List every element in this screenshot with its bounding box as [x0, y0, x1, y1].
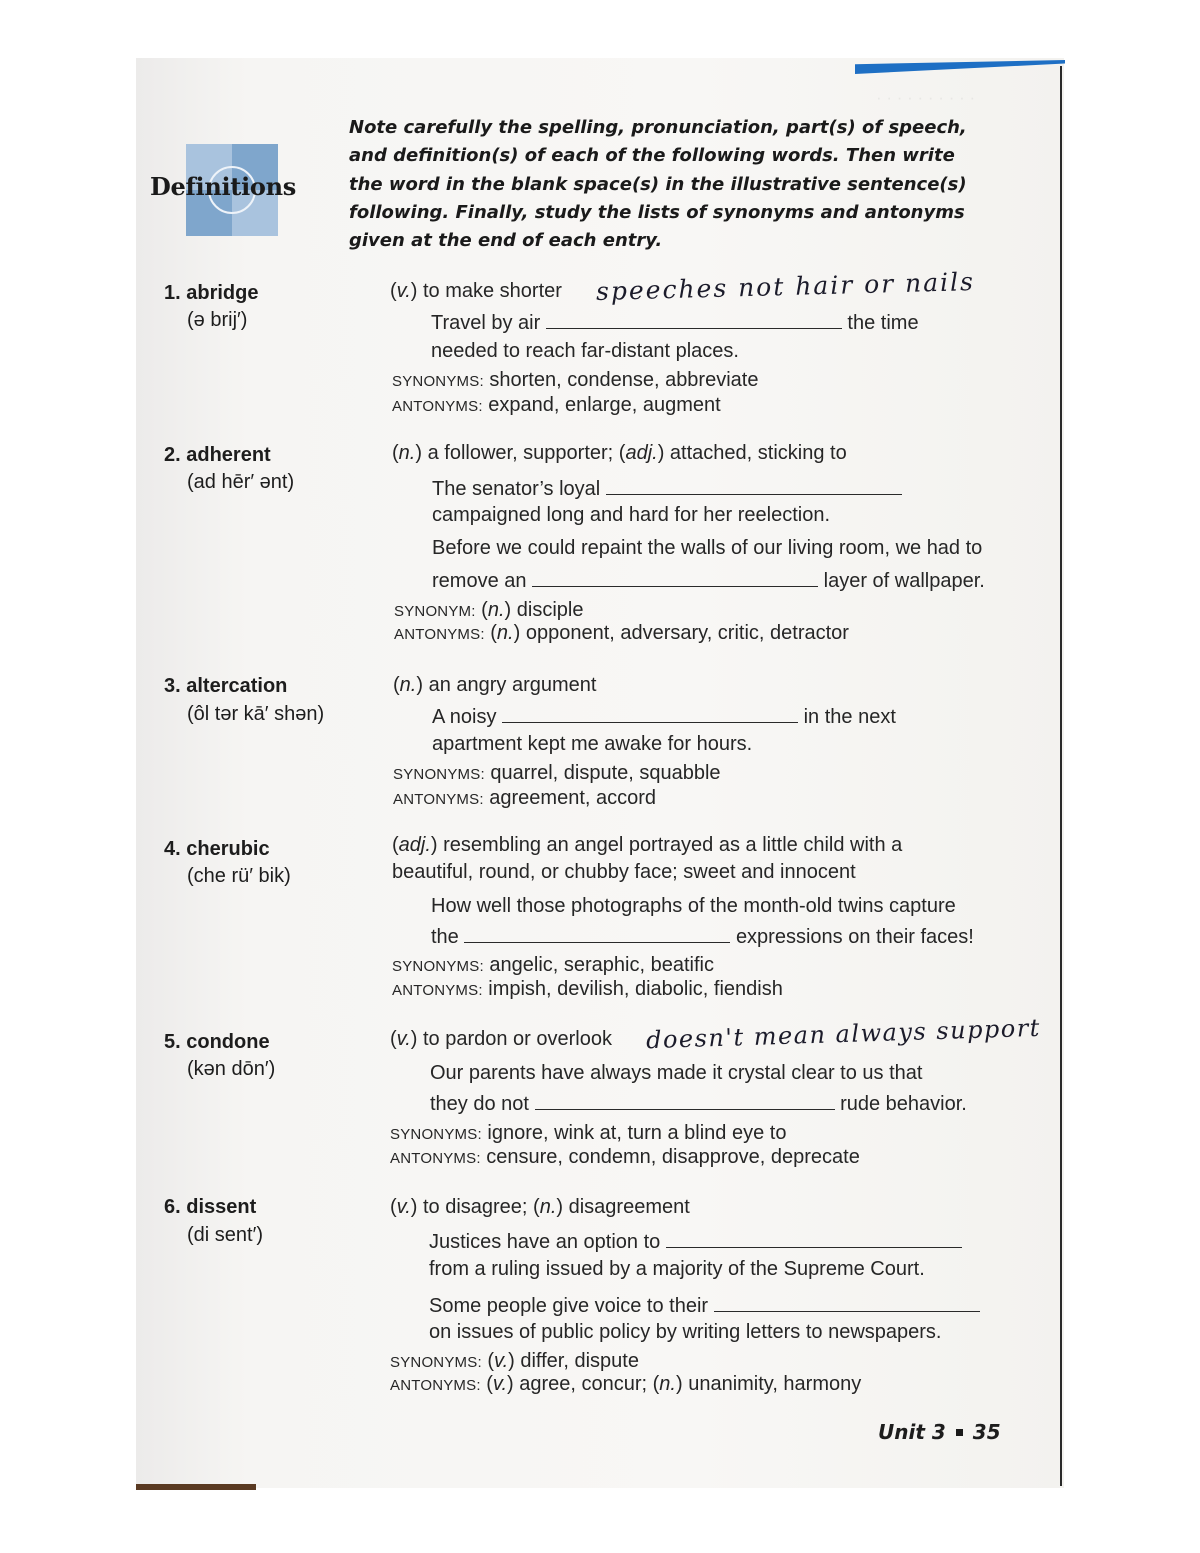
- entry-definition-line: beautiful, round, or chubby face; sweet and innocent: [392, 861, 856, 883]
- example-sentence-line: from a ruling issued by a majority of the Supreme Court.: [429, 1258, 925, 1280]
- answer-blank[interactable]: [714, 1295, 980, 1312]
- entry-word: 5. condone: [164, 1031, 270, 1053]
- example-sentence: Some people give voice to their: [429, 1295, 980, 1318]
- answer-blank[interactable]: [502, 706, 798, 723]
- entry-pronunciation: (che rü′ bik): [187, 865, 291, 887]
- entry-pronunciation: (ad hēr′ ənt): [187, 471, 295, 493]
- example-sentence: The senator’s loyal: [432, 478, 902, 501]
- instructions: Note carefully the spelling, pronunciation, part(s) of speech, and definition(s) of each of the following words. Then write the word in the blank space(s) in the illustrative sentence(s) following. Finally, study the lists of synonyms and antonyms given at the end of each entry.: [349, 117, 967, 252]
- example-sentence-line: they do not rude behavior.: [430, 1093, 967, 1115]
- bleed-through-text: · · · · · · · · · ·: [876, 88, 976, 107]
- antonyms-line: ANTONYMS: censure, condemn, disapprove, deprecate: [390, 1146, 860, 1168]
- entry-definition: (n.) a follower, supporter; (adj.) attached, sticking to: [392, 442, 847, 464]
- entry-word: 2. adherent: [164, 444, 271, 466]
- antonyms-line: ANTONYMS: (v.) agree, concur; (n.) unanimity, harmony: [390, 1373, 862, 1395]
- example-sentence-line: the expressions on their faces!: [431, 926, 974, 948]
- entry-definition: (v.) to disagree; (n.) disagreement: [390, 1196, 690, 1218]
- example-sentence: Travel by air the time: [431, 312, 919, 334]
- bullet-square-icon: [956, 1429, 963, 1436]
- example-sentence: How well those photographs of the month-old twins capture: [431, 895, 956, 917]
- entry-pronunciation: (kən dōn′): [187, 1058, 276, 1080]
- example-sentence: Before we could repaint the walls of our living room, we had to: [432, 537, 983, 559]
- example-sentence-line: needed to reach far-distant places.: [431, 340, 739, 362]
- antonyms-line: ANTONYMS: (n.) opponent, adversary, critic, detractor: [394, 622, 849, 644]
- entry-pronunciation: (ôl tər kā′ shən): [187, 703, 325, 725]
- synonyms-line: SYNONYMS: shorten, condense, abbreviate: [392, 369, 759, 391]
- page-footer: [878, 1420, 1001, 1444]
- example-sentence-line: apartment kept me awake for hours.: [432, 733, 753, 755]
- answer-blank[interactable]: [532, 570, 818, 587]
- synonyms-line: SYNONYMS: quarrel, dispute, squabble: [393, 762, 721, 784]
- synonyms-line: SYNONYMS: ignore, wink at, turn a blind eye to: [390, 1122, 787, 1144]
- answer-blank[interactable]: [666, 1231, 962, 1248]
- entry-pronunciation: (di sent′): [187, 1224, 263, 1246]
- handwritten-note: speeches not hair or nails: [595, 267, 976, 306]
- example-sentence: Justices have an option to: [429, 1231, 962, 1254]
- handwritten-note: doesn't mean always support: [645, 1013, 1042, 1055]
- example-sentence-line: remove an layer of wallpaper.: [432, 570, 985, 592]
- section-title: Definitions: [150, 172, 296, 201]
- antonyms-line: ANTONYMS: agreement, accord: [393, 787, 657, 809]
- entry-word: 4. cherubic: [164, 838, 270, 860]
- unit-label: Unit 3: [878, 1420, 946, 1444]
- synonym-line: SYNONYM: (n.) disciple: [394, 599, 584, 621]
- example-sentence: A noisy in the next: [432, 706, 896, 728]
- antonyms-line: ANTONYMS: impish, devilish, diabolic, fiendish: [392, 978, 783, 1000]
- entry-pronunciation: (ə brij′): [187, 309, 248, 331]
- entry-word: 3. altercation: [164, 675, 288, 697]
- answer-blank[interactable]: [546, 312, 842, 329]
- answer-blank[interactable]: [606, 478, 902, 495]
- entry-definition: (v.) to pardon or overlook: [390, 1028, 612, 1050]
- page-edge-line: [1060, 66, 1062, 1486]
- entry-word: 1. abridge: [164, 282, 259, 304]
- page-number: 35: [972, 1420, 1001, 1444]
- answer-blank[interactable]: [535, 1093, 835, 1110]
- page-corner-strip: [136, 1484, 256, 1490]
- entry-definition: (n.) an angry argument: [393, 674, 597, 696]
- entry-word: 6. dissent: [164, 1196, 257, 1218]
- example-sentence: Our parents have always made it crystal clear to us that: [430, 1062, 923, 1084]
- synonyms-line: SYNONYMS: (v.) differ, dispute: [390, 1350, 639, 1372]
- example-sentence-line: on issues of public policy by writing letters to newspapers.: [429, 1321, 942, 1343]
- synonyms-line: SYNONYMS: angelic, seraphic, beatific: [392, 954, 714, 976]
- entry-definition: (v.) to make shorter: [390, 280, 562, 302]
- antonyms-line: ANTONYMS: expand, enlarge, augment: [392, 394, 721, 416]
- entry-definition: (adj.) resembling an angel portrayed as a little child with a: [392, 834, 903, 856]
- answer-blank[interactable]: [464, 926, 730, 943]
- example-sentence-line: campaigned long and hard for her reelection.: [432, 504, 831, 526]
